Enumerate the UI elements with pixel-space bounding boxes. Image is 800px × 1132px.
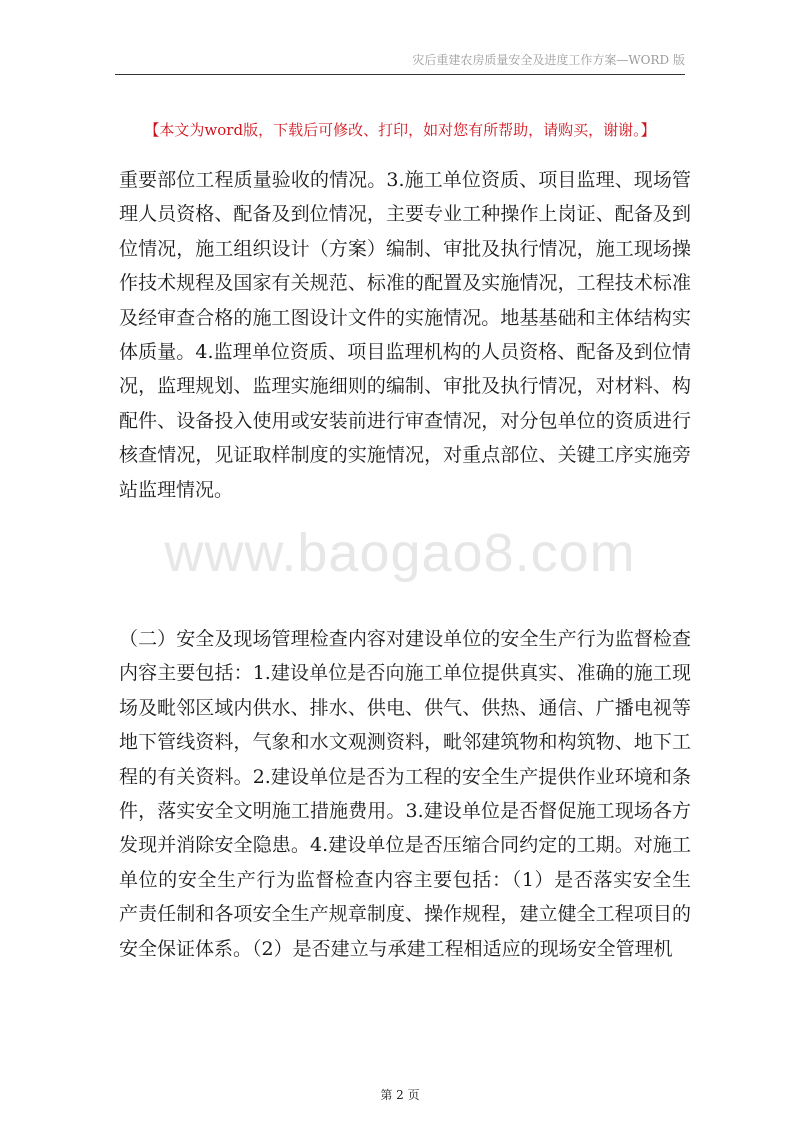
body-paragraph-1: 重要部位工程质量验收的情况。3.施工单位资质、项目监理、现场管理人员资格、配备及到位情况，主要专业工种操作上岗证、配备及到位情况，施工组织设计（方案）编制、审批及执行情况，施工现场操作技术规程及国家有关规范、标准的配置及实施情况，工程技术标准及经审查合格的施工图设计文件的实施情况。地基基础和主体结构实体质量。4.监理单位资质、项目监理机构的人员资格、配备及到位情况，监理规划、监理实施细则的编制、审批及执行情况，对材料、构配件、设备投入使用或安装前进行审查情况，对分包单位的资质进行核查情况，见证取样制度的实施情况，对重点部位、关键工序实施旁站监理情况。 [119, 169, 691, 501]
download-notice: 【本文为word版，下载后可修改、打印，如对您有所帮助，请购买，谢谢。】 [144, 121, 656, 139]
header-divider [115, 74, 685, 75]
page-header-title: 灾后重建农房质量安全及进度工作方案—WORD 版 [412, 53, 685, 67]
watermark: www.baogao8.com [164, 523, 636, 583]
page-number: 第 2 页 [380, 1088, 420, 1102]
body-paragraph-2: （二）安全及现场管理检查内容对建设单位的安全生产行为监督检查内容主要包括：1.建设单位是否向施工单位提供真实、准确的施工现场及毗邻区域内供水、排水、供电、供气、供热、通信、广播电视等地下管线资料，气象和水文观测资料，毗邻建筑物和构筑物、地下工程的有关资料。2.建设单位是否为工程的安全生产提供作业环境和条件，落实安全文明施工措施费用。3.建设单位是否督促施工现场各方发现并消除安全隐患。4.建设单位是否压缩合同约定的工期。对施工单位的安全生产行为监督检查内容主要包括：（1）是否落实安全生产责任制和各项安全生产规章制度、操作规程，建立健全工程项目的安全保证体系。（2）是否建立与承建工程相适应的现场安全管理机 [119, 628, 691, 960]
